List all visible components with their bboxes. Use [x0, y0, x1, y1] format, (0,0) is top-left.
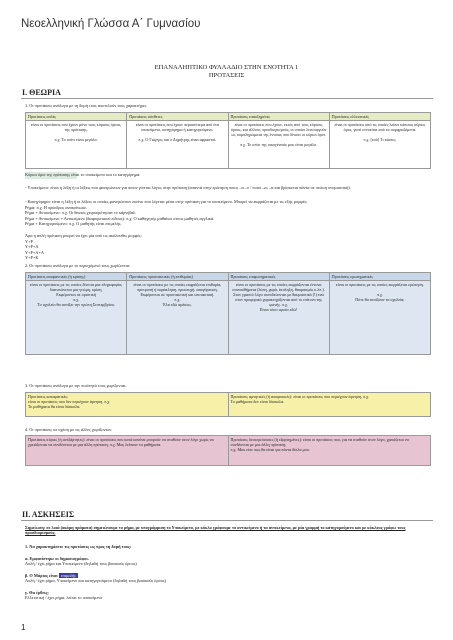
item-c-sentence: γ. Θα έρθεις; — [25, 590, 49, 595]
structure-1: Υ+Ρ — [25, 239, 33, 244]
content-cell-exclamatory: είναι οι προτάσεις με τις οποίες εκφράζονται έντονα συναισθήματα (λύπη, χαρά, έκπληξη, θαυμασμός κ.λπ.). Στον γραπτό λόγο συνοδεύονται με θαυμαστικό (!) ενώ στον προφορικό χαρακτηρίζονται από το επίτονο της φωνής. π.χ. Είναι τόσο ωραίο εδώ! — [228, 281, 329, 355]
structure-cell-elliptical: είναι οι προτάσεις από τις οποίες λείπει κάποιος κύριος όρος, γιατί εννοείται από τα συμφραζόμενα. π.χ. [εσύ] Τι κάνεις; — [329, 121, 430, 169]
predicate-form-1: Ρήμα: π.χ. Η πρόεδρος ανακοίνωσε. — [25, 205, 88, 210]
quality-cell-negative: Προτάσεις αρνητικές (ή αποφατικές): είναι οι προτάσεις που περιέχουν άρνηση, π.χ. Το μαθήματα δεν είναι δύσκολα. — [228, 393, 431, 417]
content-cell-interrogative: είναι οι προτάσεις με τις οποίες εκφράζεται ερώτηση. π.χ. Πότε θα ανοίξουν τα σχολεία; — [329, 281, 430, 355]
exercises-heading: ΙΙ. ΑΣΚΗΣΕΙΣ — [22, 510, 75, 519]
content-header-imperative: Προτάσεις προστακτικές (ή επιθυμίας) — [127, 273, 228, 281]
question-1: 1. Οι προτάσεις ανάλογα με τη δομή τους αποτελούν τους χαρακτήρες — [25, 103, 147, 108]
theory-divider — [21, 98, 433, 99]
quality-table — [25, 392, 431, 417]
structure-2: Υ+Ρ+Α — [25, 244, 39, 250]
relation-cell-subordinate: Προτάσεις δευτερεύουσες (ή εξαρτημένες): είναι οι προτάσεις που, για να σταθούν στον λόγο, χρειάζεται να συνδέονται με μια άλλη πρόταση, π.χ. Μου είπε πως θα είναι για πάντα δίπλα μου. — [228, 436, 431, 466]
content-table — [25, 272, 431, 355]
worksheet-title-line-1: ΕΠΑΝΑΛΗΠΤΙΚΟ ΦΥΛΛΑΔΙΟ ΣΤΗΝ ΕΝΟΤΗΤΑ 1 — [154, 64, 299, 71]
structure-header-compound: Προτάσεις σύνθετες — [127, 113, 228, 121]
content-header-interrogative: Προτάσεις ερωτηματικές — [329, 273, 430, 281]
content-header-exclamatory: Προτάσεις επιφωνηματικές — [228, 273, 329, 281]
relation-table — [25, 435, 431, 466]
item-c-answer: Ελλειπτική / έχει ρήμα, λείπει το υποκείμενο — [25, 595, 103, 601]
structures-list — [25, 239, 44, 260]
content-cell-imperative: είναι οι προτάσεις με τις οποίες εκφράζεται επιθυμία, προτροπή ή παράκληση, προσευχή, απαγόρευση. Εκφέρονται σε προστακτική και υποτακτική. π.χ. Έλα εδώ αμέσως. — [127, 281, 228, 355]
worksheet-title-line-2: ΠΡΟΤΑΣΕΙΣ — [208, 72, 245, 79]
content-cell-declarative: είναι οι προτάσεις με τις οποίες δίνεται μια πληροφορία, διατυπώνεται μια γνώμη, κρίση. Εκφέρονται σε οριστική π.χ. Το σχολείο θα ανοίξει την πρώτη Σεπτεμβρίου. — [26, 281, 127, 355]
exercise-1-task: 1. Να χαρακτηρίσετε τις προτάσεις ως προς τη δομή τους: — [25, 544, 132, 549]
structure-header-simple: Προτάσεις απλές — [26, 113, 127, 121]
exercises-divider — [21, 520, 433, 521]
item-a-answer: Απλή / έχει ρήμα και Υποκείμενο (δηλαδή τους βασικούς όρους) — [25, 561, 137, 567]
structure-header-elliptical: Προτάσεις ελλειπτικές — [329, 113, 430, 121]
theory-heading: Ι. ΘΕΩΡΙΑ — [22, 88, 61, 97]
structure-cell-simple: είναι οι προτάσεις που έχουν μόνο τους κύριους όρους, της πρότασης. π.χ. Το σπίτι είναι μεγάλο. — [26, 121, 127, 169]
main-terms-note: Κύριοι όροι της πρότασης είναι το υποκείμενο και το κατηγόρημα. — [25, 172, 141, 177]
structures-intro: Άρα η απλή πρόταση μπορεί να έχει μία από τις ακόλουθες μορφές: — [25, 233, 142, 238]
subject-definition: - Υποκείμενο: είναι η λέξη ή οι λέξεις που φανερώνουν για ποιον γίνεται λόγος στην πρόταση (απαντά στην ερώτηση ποιος –α –ο / ποιοι –ες –α και βρίσκεται πάντα σε πτώση ονομαστική). — [25, 185, 351, 190]
item-b-answer: Απλή / έχει ρήμα, Υποκείμενο και κατηγορούμενο (δηλαδή τους βασικούς όρους) — [25, 578, 167, 584]
question-3: 3. Οι προτάσεις ανάλογα με την ποιότητά τους χωρίζονται: — [25, 383, 127, 388]
predicate-form-3: Ρήμα + Αντικείμενο + Αντικείμενο (διαφορετικού είδους): π.χ. Ο καθηγητής μαθαίνει στους μαθητές αγγλικά. — [25, 215, 215, 221]
structure-header-extended: Προτάσεις επαυξημένες — [228, 113, 329, 121]
relation-cell-main: Προτάσεις κύριες (ή ανεξάρτητες): είναι οι προτάσεις που κατά κανόνα μπορούν να σταθούν στον λόγο χωρίς να χρειάζονται να συνδέονται με μια άλλη πρόταση, π.χ. Μας λείπουν τα μαθήματα. — [26, 436, 229, 466]
item-b-highlighted-word: επιμελής — [60, 573, 77, 578]
item-b-label: β. Ο Μάριος είναι — [25, 573, 58, 578]
structure-table — [25, 112, 431, 169]
exercises-intro: Σημείωση: σε λοιά (ακόμη πράματα) σημειώνουμε το ρήμα, με υπογράμμιση το Υποκείμενο, με κύκλο γράφουμε το αντικείμενο ή τα αντικείμενα, με μία γραμμή το κατηγορούμενο και με κύκλους γράφω τους προσδιορισμούς. — [25, 525, 406, 536]
question-2: 2. Οι προτάσεις ανάλογα με το περιεχόμενό τους χωρίζονται: — [25, 263, 131, 268]
worksheet-title — [0, 64, 453, 80]
question-4: 4. Οι προτάσεις σε σχέση με τις άλλες χωρίζονται: — [25, 427, 112, 432]
exercise-item-b — [25, 573, 431, 584]
predicate-form-4: Ρήμα + Κατηγορούμενο: π.χ. Ο μαθητής είναι επιμελής. — [25, 220, 122, 226]
exercise-item-c — [25, 590, 431, 601]
exercise-item-a — [25, 556, 431, 567]
predicate-forms — [25, 205, 431, 226]
quality-cell-affirmative: Προτάσεις καταφατικές: είναι οι προτάσεις που δεν περιέχουν άρνηση, π.χ. Το μαθήματα θα είναι δύσκολα. — [26, 393, 229, 417]
content-header-declarative: Προτάσεις αποφαντικές (ή κρίσης) — [26, 273, 127, 281]
predicate-definition: - Κατηγόρημα: είναι η λέξη ή οι λέξεις οι οποίες φανερώνουν εκείνο που λέγεται μέσα στην πρόταση για το υποκείμενο. Μπορεί να εκφράζεται με τις εξής μορφές: — [25, 199, 308, 204]
structure-3: Υ+Ρ+Α+Α — [25, 249, 44, 255]
document-title: Νεοελληνική Γλώσσα Α΄ Γυμνασίου — [21, 18, 201, 30]
structure-cell-extended: είναι οι προτάσεις που έχουν, εκτός από τους κύριους όρους, και άλλους προσδιορισμούς, οι οποίοι λειτουργούν ως συμπληρώματα της έννοιας που δίνουν οι κύριοι όροι. π.χ. Το σπίτι της οικογένειάς μου είναι μεγάλο. — [228, 121, 329, 169]
structure-4: Υ+Ρ+Κ — [25, 254, 39, 260]
item-a-sentence: α. Εμφανίστηκε οι δημοσιογράφοι. — [25, 556, 89, 561]
structure-cell-compound: είναι οι προτάσεις που έχουν περισσότερα από ένα υποκείμενο, κατηγόρημα ή κατηγορούμενο. π.χ. Ο Γιώργος και ο Δημήτρης είναι αφραστοί. — [127, 121, 228, 169]
page-number: 1 — [21, 623, 26, 632]
predicate-form-2: Ρήμα + Αντικείμενο: π.χ. Οι θεατές χειροκρότησαν το κάρνιβαλ. — [25, 210, 137, 216]
